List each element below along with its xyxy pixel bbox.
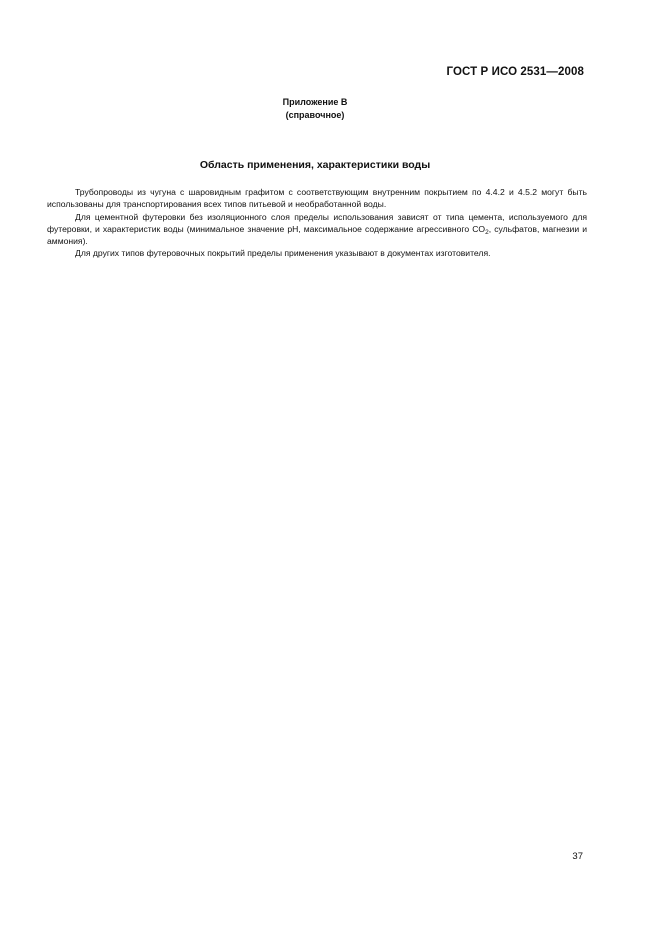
page-number: 37: [572, 851, 583, 862]
paragraph-2-text-end: , сульфатов, магнезии и аммония).: [47, 223, 587, 247]
co2-subscript: 2: [485, 228, 489, 236]
paragraph-1: Трубопроводы из чугуна с шаровидным графитом с соответствующим внутренним покрытием по 4.4.2 и 4.5.2 могут быть использованы для транспортирования всех типов питьевой и необработанной воды.: [47, 187, 587, 210]
paragraph-2: [47, 211, 587, 248]
annex-heading: [0, 96, 630, 122]
paragraph-2-text-start: Для цементной футеровки без изоляционного слоя пределы использования зависят от типа цемента, используемого для футеровки, и характеристик воды (минимальное значение pH, максимальное содержание агрессивного CO: [47, 211, 587, 234]
annex-subtitle: (справочное): [285, 110, 345, 120]
section-title: Область применения, характеристики воды: [199, 159, 431, 171]
paragraph-3: Для других типов футеровочных покрытий пределы применения указывают в документах изготовителя.: [75, 248, 491, 259]
body-text: [47, 186, 587, 260]
document-code: ГОСТ Р ИСО 2531—2008: [446, 66, 584, 78]
annex-title: Приложение В: [282, 97, 348, 107]
